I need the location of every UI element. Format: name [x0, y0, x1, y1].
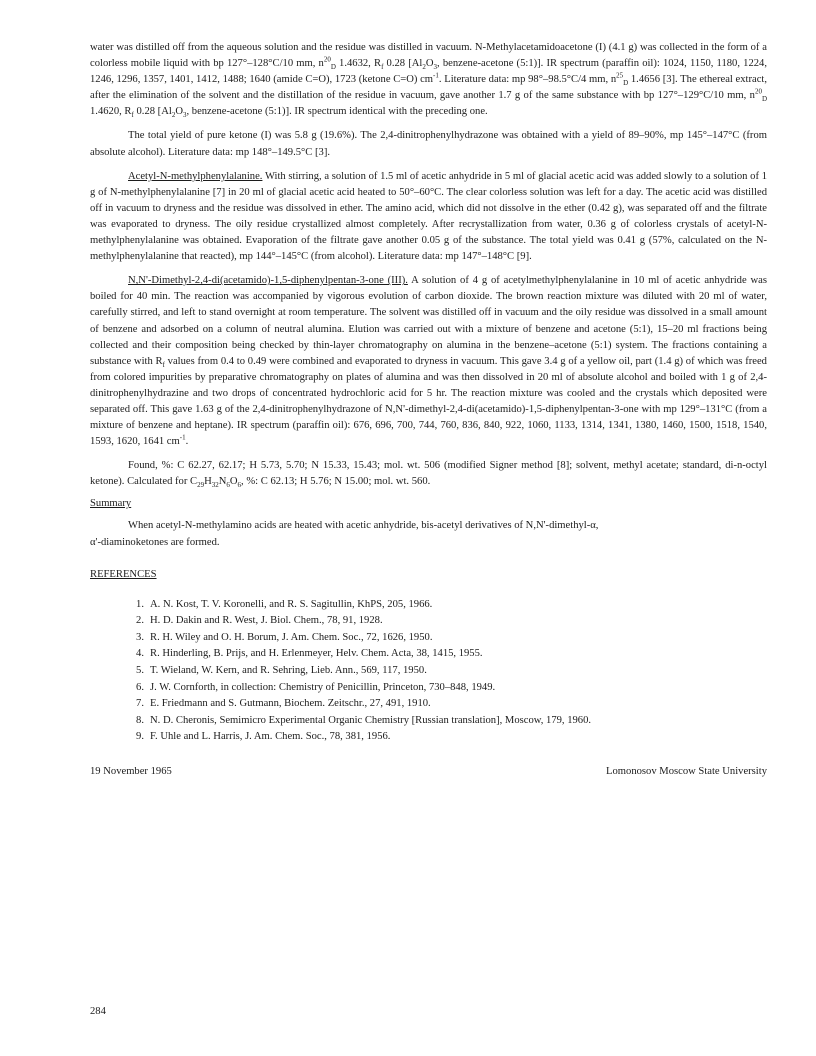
page-number: 284	[90, 1006, 106, 1017]
paragraph-acetyl-methylphenylalanine: Acetyl-N-methylphenylalanine. With stirring, a solution of 1.5 ml of acetic anhydride in 5 ml of glacial acetic acid was added slowly to a solution of 1 g of N-methylphenylalanine [7] in 20 ml of glacial acetic acid heated to 50°–60°C. The clear colorless solution was left for a day. The acetic acid was distilled off in vacuum to dryness and the residue was dissolved in ether. The amino acid, which did not dissolve in the ether (0.42 g), was separated off and the filtrate was evaporated to dryness. The oily residue crystallized almost completely. After recrystallization from water, 0.36 g of colorless crystals of acetyl-N-methylphenylalanine was obtained. Evaporation of the filtrate gave another 0.05 g of the substance. The total yield was 0.41 g (57%, calculated on the N-methylphenylalanine that reacted), mp 144°–145°C (from alcohol). Literature data: mp 147°–148°C [9].	[90, 170, 767, 263]
reference-item: 7. E. Friedmann and S. Gutmann, Biochem. Zeitschr., 27, 491, 1910.	[136, 698, 431, 710]
references-list	[90, 597, 767, 746]
reference-item: 3. R. H. Wiley and O. H. Borum, J. Am. Chem. Soc., 72, 1626, 1950.	[136, 631, 433, 643]
section-title-acetyl-methylphenylalanine: Acetyl-N-methylphenylalanine.	[128, 170, 263, 182]
summary-text: When acetyl-N-methylamino acids are heated with acetic anhydride, bis-acetyl derivatives of N,N'-dimethyl-α, α'-diaminoketones are formed.	[90, 520, 599, 548]
references-heading: REFERENCES	[90, 568, 157, 580]
paragraph-total-yield: The total yield of pure ketone (I) was 5.8 g (19.6%). The 2,4-dinitrophenylhydrazone was obtained with a yield of 89–90%, mp 145°–147°C (from absolute alcohol). Literature data: mp 148°–149.5°C [3].	[90, 130, 767, 158]
reference-item: 5. T. Wieland, W. Kern, and R. Sehring, Lieb. Ann., 569, 117, 1950.	[136, 665, 427, 676]
paragraph-dimethyl-diacetamido-ketone: N,N'-Dimethyl-2,4-di(acetamido)-1,5-diphenylpentan-3-one (III). A solution of 4 g of acetylmethylphenylalanine in 10 ml of acetic anhydride was boiled for 40 min. The reaction was accompanied by vigorous evolution of carbon dioxide. The brown reaction mixture was diluted with 20 ml of water, carefully stirred, and left to stand overnight at room temperature. The solvent was distilled off in vacuum and the oily residue was dissolved in a small amount of benzene and adsorbed on a column of neutral alumina. Elution was carried out with a mixture of benzene and acetone (5:1), 15–20 ml fractions being collected and their composition being checked by thin-layer chromatography on alumina in the benzene–acetone (5:1) system. The fractions containing a substance with $R_f$ values from 0.4 to 0.49 were combined and evaporated to dryness in vacuum. This gave 3.4 g of a yellow oil, part (1.4 g) of which was freed from colored impurities by preparative chromatography on plates of alumina and was then dissolved in 20 ml of absolute alcohol and boiled with 1 g of 2,4-dinitrophenylhydrazine and two drops of concentrated hydrochloric acid for 5 hr. The reaction mixture was cooled and the crystals which deposited were separated off. This gave 1.63 g of the 2,4-dinitrophenylhydrazone of N,N'-dimethyl-2,4-di(acetamido)-1,5-diphenylpentan-3-one with mp 129°–131°C (from a mixture of benzene and heptane). IR spectrum (paraffin oil): 676, 696, 700, 744, 760, 836, 840, 922, 1060, 1133, 1314, 1341, 1380, 1460, 1500, 1518, 1540, 1593, 1620, 1641 $cm^{-1}$.	[90, 275, 767, 448]
reference-item: 8. N. D. Cheronis, Semimicro Experimental Organic Chemistry [Russian translation], Moscow, 179, 1960.	[136, 714, 592, 726]
received-date: 19 November 1965	[90, 765, 172, 777]
section-title-dimethyl-diacetamido-ketone: N,N'-Dimethyl-2,4-di(acetamido)-1,5-diphenylpentan-3-one (III).	[128, 275, 408, 287]
summary-heading: Summary	[90, 498, 132, 510]
article-footer	[90, 766, 767, 777]
paragraph-elemental-analysis: Found, %: C 62.27, 62.17; H 5.73, 5.70; N 15.33, 15.43; mol. wt. 506 (modified Signer method [8]; solvent, methyl acetate; standard, di-n-octyl ketone). Calculated for $C_{29}H_{32}N_6O_6$, %: C 62.13; H 5.76; N 15.00; mol. wt. 560.	[90, 460, 767, 490]
reference-item: 6. J. W. Cornforth, in collection: Chemistry of Penicillin, Princeton, 730–848, 1949.	[136, 681, 496, 693]
article-page	[90, 40, 767, 777]
reference-item: 1. A. N. Kost, T. V. Koronelli, and R. S. Sagitullin, KhPS, 205, 1966.	[136, 598, 433, 610]
reference-item: 4. R. Hinderling, B. Prijs, and H. Erlenmeyer, Helv. Chem. Acta, 38, 1415, 1955.	[136, 648, 483, 660]
institution: Lomonosov Moscow State University	[606, 765, 767, 777]
reference-item: 2. H. D. Dakin and R. West, J. Biol. Chem., 78, 91, 1928.	[136, 615, 383, 627]
paragraph-ketone-distillation: water was distilled off from the aqueous solution and the residue was distilled in vacuum. N-Methylacetamidoacetone (I) (4.1 g) was collected in the form of a colorless mobile liquid with bp 127°–128°C/10 mm, $n^{20}_D$ 1.4632, $R_f$ 0.28 [$Al_2O_3$, benzene-acetone (5:1)]. IR spectrum (paraffin oil): 1024, 1150, 1180, 1224, 1246, 1296, 1357, 1401, 1412, 1488; 1640 (amide C=O), 1723 (ketone C=O) $cm^{-1}$. Literature data: mp 98°–98.5°C/4 mm, $n^{25}_D$ 1.4656 [3]. The ethereal extract, after the elimination of the solvent and the distillation of the residue in vacuum, gave another 1.7 g of the same substance with bp 127°–129°C/10 mm, $n^{20}_D$ 1.4620, $R_f$ 0.28 [$Al_2O_3$, benzene-acetone (5:1)]. IR spectrum identical with the preceding one.	[90, 42, 767, 120]
reference-item: 9. F. Uhle and L. Harris, J. Am. Chem. Soc., 78, 381, 1956.	[136, 731, 391, 743]
